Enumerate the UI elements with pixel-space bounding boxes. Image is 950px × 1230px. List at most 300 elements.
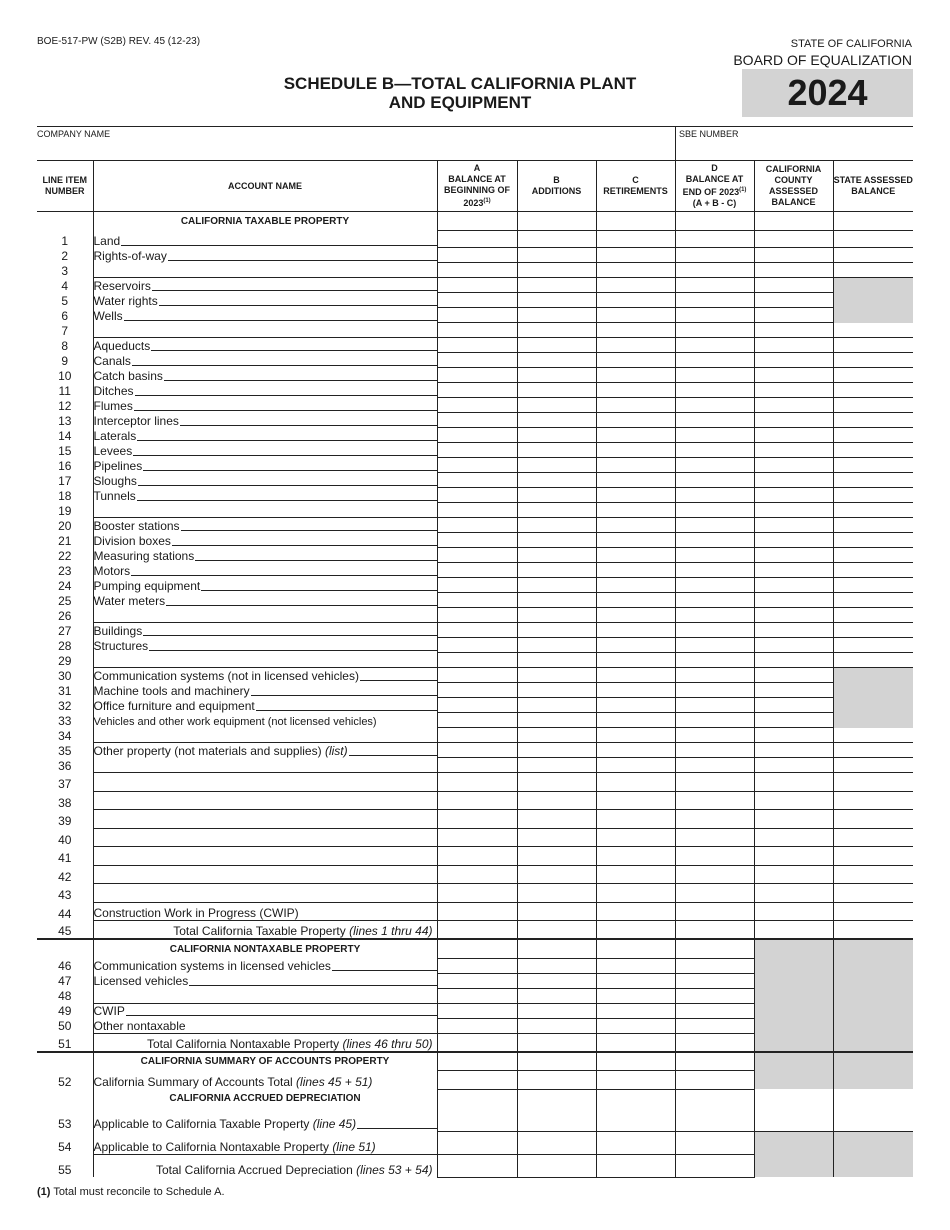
input-cell-b[interactable] xyxy=(517,293,596,308)
input-cell-a[interactable] xyxy=(437,847,517,866)
input-cell-d[interactable] xyxy=(675,563,754,578)
input-cell-b[interactable] xyxy=(517,428,596,443)
input-cell-b[interactable] xyxy=(517,548,596,563)
input-cell-b[interactable] xyxy=(517,683,596,698)
input-cell-county[interactable] xyxy=(754,443,833,458)
input-cell-c[interactable] xyxy=(596,728,675,743)
input-cell-c[interactable] xyxy=(596,773,675,792)
input-cell-b[interactable] xyxy=(517,773,596,792)
input-cell-county[interactable] xyxy=(754,743,833,758)
input-cell-b[interactable] xyxy=(517,413,596,428)
input-cell-a[interactable] xyxy=(437,518,517,533)
input-cell-d[interactable] xyxy=(675,368,754,383)
input-cell-a[interactable] xyxy=(437,533,517,548)
input-cell-county[interactable] xyxy=(754,278,833,293)
input-cell-b[interactable] xyxy=(517,1154,596,1177)
input-cell-a[interactable] xyxy=(437,623,517,638)
input-cell-county[interactable] xyxy=(754,713,833,728)
input-cell-d[interactable] xyxy=(675,683,754,698)
input-cell-d[interactable] xyxy=(675,773,754,792)
input-cell-state[interactable] xyxy=(833,518,913,533)
input-cell-county[interactable] xyxy=(754,828,833,847)
input-cell-state[interactable] xyxy=(833,548,913,563)
input-cell-d[interactable] xyxy=(675,921,754,940)
input-cell-d[interactable] xyxy=(675,847,754,866)
input-cell-county[interactable] xyxy=(754,728,833,743)
input-cell-county[interactable] xyxy=(754,323,833,338)
input-cell-c[interactable] xyxy=(596,248,675,263)
input-cell-county[interactable] xyxy=(754,428,833,443)
input-cell-state[interactable] xyxy=(833,728,913,743)
input-cell-d[interactable] xyxy=(675,533,754,548)
input-cell-b[interactable] xyxy=(517,973,596,988)
input-cell-state[interactable] xyxy=(833,884,913,903)
input-cell-c[interactable] xyxy=(596,398,675,413)
input-cell-a[interactable] xyxy=(437,278,517,293)
input-cell-d[interactable] xyxy=(675,248,754,263)
input-cell-county[interactable] xyxy=(754,638,833,653)
input-cell-a[interactable] xyxy=(437,973,517,988)
input-cell-d[interactable] xyxy=(675,518,754,533)
input-cell-a[interactable] xyxy=(437,902,517,921)
input-cell-a[interactable] xyxy=(437,1131,517,1154)
input-cell-b[interactable] xyxy=(517,668,596,683)
input-cell-d[interactable] xyxy=(675,728,754,743)
input-cell-d[interactable] xyxy=(675,278,754,293)
input-cell-a[interactable] xyxy=(437,383,517,398)
input-cell-c[interactable] xyxy=(596,338,675,353)
input-cell-c[interactable] xyxy=(596,1154,675,1177)
input-cell-c[interactable] xyxy=(596,608,675,623)
input-cell-b[interactable] xyxy=(517,488,596,503)
input-cell-c[interactable] xyxy=(596,278,675,293)
input-cell-county[interactable] xyxy=(754,338,833,353)
input-cell-b[interactable] xyxy=(517,263,596,278)
input-cell-county[interactable] xyxy=(754,683,833,698)
input-cell-a[interactable] xyxy=(437,698,517,713)
input-cell-state[interactable] xyxy=(833,593,913,608)
input-cell-c[interactable] xyxy=(596,988,675,1003)
input-cell-state[interactable] xyxy=(833,638,913,653)
input-cell-c[interactable] xyxy=(596,458,675,473)
input-cell-a[interactable] xyxy=(437,428,517,443)
input-cell-a[interactable] xyxy=(437,988,517,1003)
input-cell-b[interactable] xyxy=(517,988,596,1003)
input-cell-d[interactable] xyxy=(675,353,754,368)
input-cell-county[interactable] xyxy=(754,548,833,563)
input-cell-state[interactable] xyxy=(833,608,913,623)
input-cell-c[interactable] xyxy=(596,623,675,638)
input-cell-county[interactable] xyxy=(754,488,833,503)
input-cell-state[interactable] xyxy=(833,443,913,458)
input-cell-county[interactable] xyxy=(754,458,833,473)
input-cell-c[interactable] xyxy=(596,293,675,308)
input-cell-a[interactable] xyxy=(437,668,517,683)
input-cell-d[interactable] xyxy=(675,1108,754,1131)
input-cell-c[interactable] xyxy=(596,653,675,668)
input-cell-state[interactable] xyxy=(833,248,913,263)
input-cell-a[interactable] xyxy=(437,743,517,758)
input-cell-d[interactable] xyxy=(675,323,754,338)
input-cell-a[interactable] xyxy=(437,338,517,353)
input-cell-a[interactable] xyxy=(437,1071,517,1090)
input-cell-d[interactable] xyxy=(675,758,754,773)
input-cell-d[interactable] xyxy=(675,638,754,653)
input-cell-d[interactable] xyxy=(675,443,754,458)
input-cell-b[interactable] xyxy=(517,653,596,668)
input-cell-d[interactable] xyxy=(675,791,754,810)
input-cell-b[interactable] xyxy=(517,338,596,353)
input-cell-state[interactable] xyxy=(833,368,913,383)
input-cell-b[interactable] xyxy=(517,902,596,921)
input-cell-state[interactable] xyxy=(833,623,913,638)
input-cell-b[interactable] xyxy=(517,1071,596,1090)
input-cell-d[interactable] xyxy=(675,548,754,563)
input-cell-c[interactable] xyxy=(596,231,675,248)
input-cell-b[interactable] xyxy=(517,958,596,973)
input-cell-a[interactable] xyxy=(437,443,517,458)
input-cell-a[interactable] xyxy=(437,828,517,847)
input-cell-a[interactable] xyxy=(437,473,517,488)
input-cell-a[interactable] xyxy=(437,608,517,623)
input-cell-county[interactable] xyxy=(754,791,833,810)
input-cell-c[interactable] xyxy=(596,518,675,533)
input-cell-b[interactable] xyxy=(517,308,596,323)
input-cell-state[interactable] xyxy=(833,458,913,473)
input-cell-c[interactable] xyxy=(596,383,675,398)
input-cell-d[interactable] xyxy=(675,743,754,758)
input-cell-d[interactable] xyxy=(675,902,754,921)
input-cell-d[interactable] xyxy=(675,988,754,1003)
input-cell-b[interactable] xyxy=(517,383,596,398)
input-cell-d[interactable] xyxy=(675,973,754,988)
input-cell-c[interactable] xyxy=(596,593,675,608)
input-cell-state[interactable] xyxy=(833,563,913,578)
input-cell-d[interactable] xyxy=(675,308,754,323)
input-cell-county[interactable] xyxy=(754,698,833,713)
input-cell-state[interactable] xyxy=(833,653,913,668)
input-cell-d[interactable] xyxy=(675,293,754,308)
input-cell-c[interactable] xyxy=(596,443,675,458)
input-cell-state[interactable] xyxy=(833,503,913,518)
input-cell-a[interactable] xyxy=(437,884,517,903)
input-cell-a[interactable] xyxy=(437,398,517,413)
input-cell-d[interactable] xyxy=(675,698,754,713)
input-cell-c[interactable] xyxy=(596,668,675,683)
input-cell-d[interactable] xyxy=(675,828,754,847)
input-cell-state[interactable] xyxy=(833,847,913,866)
input-cell-state[interactable] xyxy=(833,383,913,398)
input-cell-c[interactable] xyxy=(596,1108,675,1131)
input-cell-state[interactable] xyxy=(833,773,913,792)
input-cell-state[interactable] xyxy=(833,902,913,921)
input-cell-b[interactable] xyxy=(517,810,596,829)
input-cell-b[interactable] xyxy=(517,323,596,338)
input-cell-a[interactable] xyxy=(437,578,517,593)
input-cell-state[interactable] xyxy=(833,413,913,428)
input-cell-c[interactable] xyxy=(596,810,675,829)
input-cell-b[interactable] xyxy=(517,563,596,578)
input-cell-b[interactable] xyxy=(517,1131,596,1154)
input-cell-a[interactable] xyxy=(437,563,517,578)
input-cell-c[interactable] xyxy=(596,503,675,518)
input-cell-county[interactable] xyxy=(754,231,833,248)
input-cell-state[interactable] xyxy=(833,743,913,758)
input-cell-state[interactable] xyxy=(833,533,913,548)
input-cell-c[interactable] xyxy=(596,713,675,728)
input-cell-a[interactable] xyxy=(437,958,517,973)
input-cell-c[interactable] xyxy=(596,921,675,940)
input-cell-b[interactable] xyxy=(517,884,596,903)
input-cell-state[interactable] xyxy=(833,578,913,593)
input-cell-a[interactable] xyxy=(437,810,517,829)
input-cell-b[interactable] xyxy=(517,921,596,940)
input-cell-county[interactable] xyxy=(754,1108,833,1131)
input-cell-b[interactable] xyxy=(517,443,596,458)
input-cell-state[interactable] xyxy=(833,810,913,829)
input-cell-b[interactable] xyxy=(517,728,596,743)
input-cell-d[interactable] xyxy=(675,473,754,488)
input-cell-a[interactable] xyxy=(437,323,517,338)
input-cell-b[interactable] xyxy=(517,578,596,593)
input-cell-d[interactable] xyxy=(675,503,754,518)
input-cell-a[interactable] xyxy=(437,248,517,263)
input-cell-c[interactable] xyxy=(596,758,675,773)
input-cell-a[interactable] xyxy=(437,308,517,323)
input-cell-b[interactable] xyxy=(517,791,596,810)
input-cell-b[interactable] xyxy=(517,473,596,488)
input-cell-county[interactable] xyxy=(754,578,833,593)
input-cell-d[interactable] xyxy=(675,608,754,623)
input-cell-c[interactable] xyxy=(596,698,675,713)
input-cell-b[interactable] xyxy=(517,698,596,713)
input-cell-a[interactable] xyxy=(437,293,517,308)
input-cell-b[interactable] xyxy=(517,231,596,248)
input-cell-b[interactable] xyxy=(517,458,596,473)
input-cell-county[interactable] xyxy=(754,865,833,884)
input-cell-d[interactable] xyxy=(675,231,754,248)
input-cell-c[interactable] xyxy=(596,1033,675,1052)
input-cell-b[interactable] xyxy=(517,518,596,533)
input-cell-county[interactable] xyxy=(754,398,833,413)
input-cell-a[interactable] xyxy=(437,1018,517,1033)
input-cell-b[interactable] xyxy=(517,1108,596,1131)
input-cell-county[interactable] xyxy=(754,263,833,278)
input-cell-b[interactable] xyxy=(517,533,596,548)
input-cell-c[interactable] xyxy=(596,683,675,698)
input-cell-a[interactable] xyxy=(437,791,517,810)
input-cell-d[interactable] xyxy=(675,1154,754,1177)
input-cell-state[interactable] xyxy=(833,231,913,248)
input-cell-b[interactable] xyxy=(517,713,596,728)
input-cell-b[interactable] xyxy=(517,865,596,884)
input-cell-a[interactable] xyxy=(437,1003,517,1018)
input-cell-county[interactable] xyxy=(754,921,833,940)
input-cell-a[interactable] xyxy=(437,458,517,473)
input-cell-county[interactable] xyxy=(754,623,833,638)
input-cell-state[interactable] xyxy=(833,828,913,847)
input-cell-a[interactable] xyxy=(437,638,517,653)
input-cell-b[interactable] xyxy=(517,278,596,293)
input-cell-state[interactable] xyxy=(833,428,913,443)
input-cell-c[interactable] xyxy=(596,548,675,563)
input-cell-b[interactable] xyxy=(517,847,596,866)
input-cell-county[interactable] xyxy=(754,533,833,548)
input-cell-a[interactable] xyxy=(437,758,517,773)
input-cell-d[interactable] xyxy=(675,593,754,608)
input-cell-b[interactable] xyxy=(517,593,596,608)
input-cell-d[interactable] xyxy=(675,1131,754,1154)
input-cell-b[interactable] xyxy=(517,1018,596,1033)
input-cell-state[interactable] xyxy=(833,488,913,503)
input-cell-b[interactable] xyxy=(517,623,596,638)
input-cell-c[interactable] xyxy=(596,638,675,653)
input-cell-d[interactable] xyxy=(675,383,754,398)
input-cell-d[interactable] xyxy=(675,653,754,668)
input-cell-county[interactable] xyxy=(754,383,833,398)
input-cell-county[interactable] xyxy=(754,308,833,323)
input-cell-c[interactable] xyxy=(596,743,675,758)
input-cell-c[interactable] xyxy=(596,323,675,338)
input-cell-a[interactable] xyxy=(437,593,517,608)
input-cell-a[interactable] xyxy=(437,683,517,698)
input-cell-a[interactable] xyxy=(437,1108,517,1131)
input-cell-state[interactable] xyxy=(833,921,913,940)
input-cell-state[interactable] xyxy=(833,353,913,368)
input-cell-a[interactable] xyxy=(437,728,517,743)
input-cell-c[interactable] xyxy=(596,1131,675,1154)
input-cell-c[interactable] xyxy=(596,368,675,383)
input-cell-d[interactable] xyxy=(675,884,754,903)
input-cell-c[interactable] xyxy=(596,1071,675,1090)
input-cell-county[interactable] xyxy=(754,293,833,308)
input-cell-b[interactable] xyxy=(517,1003,596,1018)
input-cell-b[interactable] xyxy=(517,638,596,653)
input-cell-d[interactable] xyxy=(675,1071,754,1090)
input-cell-d[interactable] xyxy=(675,668,754,683)
input-cell-c[interactable] xyxy=(596,865,675,884)
input-cell-c[interactable] xyxy=(596,973,675,988)
input-cell-county[interactable] xyxy=(754,810,833,829)
input-cell-c[interactable] xyxy=(596,847,675,866)
input-cell-b[interactable] xyxy=(517,353,596,368)
input-cell-b[interactable] xyxy=(517,758,596,773)
input-cell-state[interactable] xyxy=(833,791,913,810)
input-cell-c[interactable] xyxy=(596,1003,675,1018)
input-cell-b[interactable] xyxy=(517,1033,596,1052)
input-cell-d[interactable] xyxy=(675,398,754,413)
input-cell-a[interactable] xyxy=(437,368,517,383)
input-cell-c[interactable] xyxy=(596,884,675,903)
input-cell-b[interactable] xyxy=(517,828,596,847)
input-cell-c[interactable] xyxy=(596,413,675,428)
input-cell-state[interactable] xyxy=(833,263,913,278)
input-cell-a[interactable] xyxy=(437,653,517,668)
input-cell-a[interactable] xyxy=(437,263,517,278)
input-cell-county[interactable] xyxy=(754,653,833,668)
input-cell-county[interactable] xyxy=(754,758,833,773)
input-cell-d[interactable] xyxy=(675,458,754,473)
input-cell-c[interactable] xyxy=(596,428,675,443)
input-cell-b[interactable] xyxy=(517,503,596,518)
input-cell-a[interactable] xyxy=(437,548,517,563)
input-cell-county[interactable] xyxy=(754,353,833,368)
input-cell-d[interactable] xyxy=(675,338,754,353)
input-cell-county[interactable] xyxy=(754,847,833,866)
input-cell-d[interactable] xyxy=(675,958,754,973)
input-cell-county[interactable] xyxy=(754,503,833,518)
input-cell-b[interactable] xyxy=(517,608,596,623)
input-cell-county[interactable] xyxy=(754,902,833,921)
input-cell-d[interactable] xyxy=(675,428,754,443)
input-cell-county[interactable] xyxy=(754,563,833,578)
input-cell-b[interactable] xyxy=(517,398,596,413)
input-cell-state[interactable] xyxy=(833,758,913,773)
input-cell-a[interactable] xyxy=(437,921,517,940)
input-cell-c[interactable] xyxy=(596,563,675,578)
input-cell-d[interactable] xyxy=(675,713,754,728)
input-cell-c[interactable] xyxy=(596,578,675,593)
input-cell-county[interactable] xyxy=(754,248,833,263)
input-cell-b[interactable] xyxy=(517,248,596,263)
input-cell-county[interactable] xyxy=(754,368,833,383)
input-cell-b[interactable] xyxy=(517,368,596,383)
input-cell-a[interactable] xyxy=(437,865,517,884)
input-cell-a[interactable] xyxy=(437,503,517,518)
input-cell-state[interactable] xyxy=(833,338,913,353)
input-cell-d[interactable] xyxy=(675,263,754,278)
input-cell-a[interactable] xyxy=(437,773,517,792)
input-cell-c[interactable] xyxy=(596,308,675,323)
input-cell-c[interactable] xyxy=(596,1018,675,1033)
input-cell-state[interactable] xyxy=(833,323,913,338)
input-cell-state[interactable] xyxy=(833,1108,913,1131)
input-cell-d[interactable] xyxy=(675,1033,754,1052)
input-cell-c[interactable] xyxy=(596,473,675,488)
input-cell-c[interactable] xyxy=(596,263,675,278)
input-cell-d[interactable] xyxy=(675,488,754,503)
input-cell-a[interactable] xyxy=(437,713,517,728)
input-cell-d[interactable] xyxy=(675,623,754,638)
input-cell-c[interactable] xyxy=(596,488,675,503)
input-cell-c[interactable] xyxy=(596,791,675,810)
input-cell-d[interactable] xyxy=(675,865,754,884)
input-cell-d[interactable] xyxy=(675,810,754,829)
input-cell-state[interactable] xyxy=(833,865,913,884)
input-cell-a[interactable] xyxy=(437,231,517,248)
input-cell-county[interactable] xyxy=(754,413,833,428)
input-cell-county[interactable] xyxy=(754,668,833,683)
input-cell-d[interactable] xyxy=(675,413,754,428)
input-cell-county[interactable] xyxy=(754,608,833,623)
input-cell-county[interactable] xyxy=(754,473,833,488)
input-cell-c[interactable] xyxy=(596,958,675,973)
input-cell-d[interactable] xyxy=(675,1003,754,1018)
input-cell-c[interactable] xyxy=(596,353,675,368)
input-cell-d[interactable] xyxy=(675,578,754,593)
input-cell-a[interactable] xyxy=(437,1154,517,1177)
input-cell-a[interactable] xyxy=(437,488,517,503)
input-cell-county[interactable] xyxy=(754,884,833,903)
input-cell-county[interactable] xyxy=(754,593,833,608)
input-cell-c[interactable] xyxy=(596,828,675,847)
input-cell-d[interactable] xyxy=(675,1018,754,1033)
input-cell-a[interactable] xyxy=(437,353,517,368)
input-cell-county[interactable] xyxy=(754,773,833,792)
input-cell-c[interactable] xyxy=(596,533,675,548)
input-cell-county[interactable] xyxy=(754,518,833,533)
input-cell-a[interactable] xyxy=(437,413,517,428)
